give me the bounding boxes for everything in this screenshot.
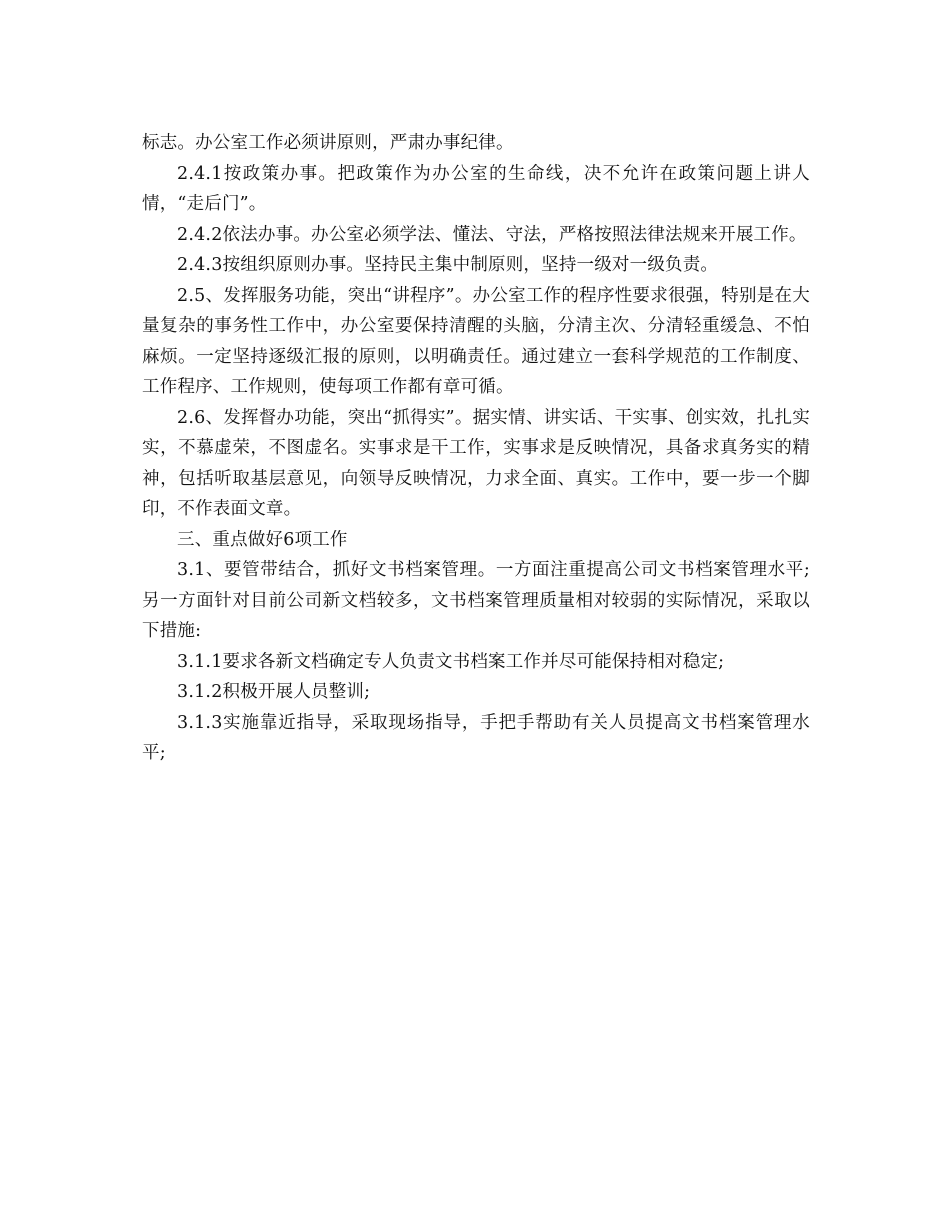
paragraph-3-1-3: 3.1.3实施靠近指导，采取现场指导，手把手帮助有关人员提高文书档案管理水平; <box>142 712 810 763</box>
section-heading-3: 三、重点做好6项工作 <box>177 529 348 550</box>
document-body <box>142 128 810 769</box>
paragraph-2-4-3: 2.4.3按组织原则办事。坚持民主集中制原则，坚持一级对一级负责。 <box>177 255 719 275</box>
paragraph-3-1-1: 3.1.1要求各新文档确定专人负责文书档案工作并尽可能保持相对稳定; <box>177 651 725 672</box>
paragraph-2-6: 2.6、发挥督办功能，突出“抓得实”。据实情、讲实话、干实事、创实效，扎扎实实，不慕虚荣，不图虚名。实事求是干工作，实事求是反映情况，具备求真务实的精神，包括听取基层意见，向领导反映情况，力求全面、真实。工作中，要一步一个脚印，不作表面文章。 <box>142 407 810 519</box>
paragraph-3-1: 3.1、要管带结合，抓好文书档案管理。一方面注重提高公司文书档案管理水平;另一方面针对目前公司新文档较多，文书档案管理质量相对较弱的实际情况，采取以下措施: <box>142 560 810 641</box>
paragraph-2-5: 2.5、发挥服务功能，突出“讲程序”。办公室工作的程序性要求很强，特别是在大量复杂的事务性工作中，办公室要保持清醒的头脑，分清主次、分清轻重缓急、不怕麻烦。一定坚持逐级汇报的原则，以明确责任。通过建立一套科学规范的工作制度、工作程序、工作规则，使每项工作都有章可循。 <box>142 285 810 397</box>
paragraph-continuation: 标志。办公室工作必须讲原则，严肃办事纪律。 <box>142 133 514 153</box>
paragraph-2-4-2: 2.4.2依法办事。办公室必须学法、懂法、守法，严格按照法律法规来开展工作。 <box>177 224 807 245</box>
paragraph-3-1-2: 3.1.2积极开展人员整训; <box>177 682 371 702</box>
paragraph-2-4-1: 2.4.1按政策办事。把政策作为办公室的生命线，决不允许在政策问题上讲人情，“走后门”。 <box>142 163 810 214</box>
